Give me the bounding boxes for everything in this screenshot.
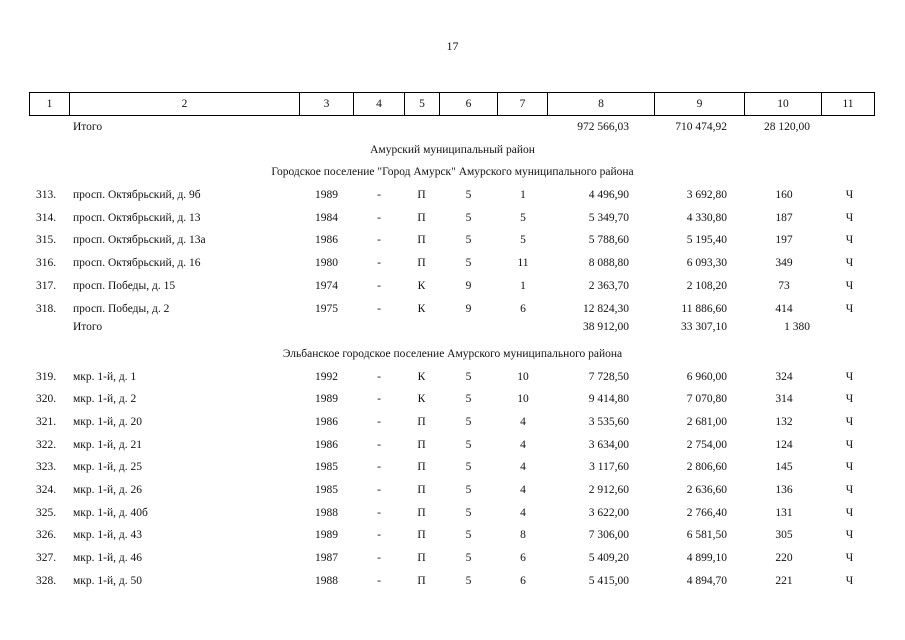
col4-value: - — [377, 552, 381, 565]
address: просп. Октябрьский, д. 9б — [73, 189, 201, 202]
col8-value: 9 414,80 — [588, 393, 629, 406]
header-cell: 4 — [354, 93, 405, 116]
row-number: 324. — [36, 484, 57, 496]
col9-value: 4 894,70 — [686, 574, 727, 587]
col10-value: 160 — [775, 189, 793, 202]
col7-value: 10 — [517, 370, 529, 383]
col10-value: 314 — [775, 393, 793, 406]
col11-value: Ч — [845, 574, 854, 587]
floors: 5 — [465, 438, 472, 451]
col4-value: - — [377, 574, 381, 587]
col8-value: 5 349,70 — [588, 211, 629, 224]
year: 1975 — [315, 302, 338, 315]
row-number: 317. — [36, 279, 57, 292]
col9-value: 2 636,60 — [686, 484, 727, 496]
year: 1989 — [315, 189, 338, 202]
col8-value: 7 728,50 — [588, 370, 629, 383]
row-number: 326. — [36, 529, 57, 542]
col4-value: - — [377, 189, 381, 202]
floors: 5 — [465, 415, 472, 428]
wall-material: П — [417, 529, 426, 542]
row-number: 319. — [36, 370, 57, 383]
total-row — [0, 321, 905, 344]
floors: 9 — [465, 302, 472, 315]
header-cell: 10 — [745, 93, 822, 116]
col9-value: 4 899,10 — [686, 552, 727, 565]
col7-value: 6 — [520, 302, 526, 315]
address: мкр. 1-й, д. 50 — [73, 574, 142, 587]
table-row — [0, 503, 905, 526]
col8-value: 4 496,90 — [588, 189, 629, 202]
col8-value: 7 306,00 — [588, 529, 629, 542]
col10-value: 197 — [775, 234, 793, 247]
wall-material: П — [417, 234, 426, 247]
table-row — [0, 299, 905, 322]
col9-value: 7 070,80 — [686, 393, 727, 406]
col8-value: 3 535,60 — [588, 415, 629, 428]
col7-value: 5 — [520, 234, 526, 247]
col9-value: 11 886,60 — [681, 302, 727, 315]
col11-value: Ч — [845, 279, 854, 292]
col8-value: 2 912,60 — [588, 484, 629, 496]
col8-value: 3 117,60 — [589, 461, 629, 474]
col9-value: 6 960,00 — [686, 370, 727, 383]
table-row — [0, 435, 905, 458]
col9-value: 5 195,40 — [686, 234, 727, 247]
floors: 5 — [465, 506, 472, 519]
table-row — [0, 367, 905, 390]
floors: 5 — [465, 189, 472, 202]
col4-value: - — [377, 279, 381, 292]
header-cell: 2 — [70, 93, 300, 116]
col4-value: - — [377, 484, 381, 496]
col4-value: - — [377, 393, 381, 406]
address: мкр. 1-й, д. 26 — [73, 484, 142, 496]
col8-value: 12 824,30 — [583, 302, 629, 315]
table-row — [0, 253, 905, 276]
col11-value: Ч — [845, 302, 854, 315]
col10-value: 132 — [775, 415, 793, 428]
year: 1985 — [315, 484, 338, 496]
row-number: 323. — [36, 461, 57, 474]
col10-value: 305 — [775, 529, 793, 542]
col10-value: 414 — [775, 302, 793, 315]
address: мкр. 1-й, д. 40б — [73, 506, 148, 519]
col7-value: 6 — [520, 552, 526, 565]
wall-material: К — [417, 393, 426, 406]
header-cell: 8 — [548, 93, 655, 116]
table-body — [0, 117, 905, 593]
year: 1989 — [315, 529, 338, 542]
row-number: 322. — [36, 438, 57, 451]
row-number: 320. — [36, 393, 57, 406]
col8-value: 5 409,20 — [588, 552, 629, 565]
col8-value: 3 634,00 — [588, 438, 629, 451]
col7-value: 10 — [517, 393, 529, 406]
col9-value: 4 330,80 — [686, 211, 727, 224]
address: мкр. 1-й, д. 2 — [73, 393, 137, 406]
wall-material: П — [417, 415, 426, 428]
col10-value: 145 — [775, 461, 793, 474]
year: 1974 — [315, 279, 338, 292]
year: 1989 — [315, 393, 338, 406]
row-number: 318. — [36, 302, 57, 315]
col7-value: 1 — [520, 279, 526, 292]
col11-value: Ч — [845, 484, 854, 496]
row-number: 315. — [36, 234, 57, 247]
col9-value: 2 681,00 — [686, 415, 727, 428]
floors: 5 — [465, 257, 472, 270]
col7-value: 8 — [520, 529, 526, 542]
year: 1984 — [315, 211, 338, 224]
floors: 9 — [465, 279, 472, 292]
col4-value: - — [377, 529, 381, 542]
settlement-title: Городское поселение "Город Амурск" Амурского муниципального района — [271, 166, 634, 179]
district-heading — [0, 140, 905, 163]
header-cell: 1 — [30, 93, 70, 116]
settlement-heading — [0, 162, 905, 185]
year: 1992 — [315, 370, 338, 383]
table-row — [0, 276, 905, 299]
col10-value: 349 — [775, 257, 793, 270]
row-number: 327. — [36, 552, 57, 565]
col11-value: Ч — [845, 257, 854, 270]
col9-value: 2 806,60 — [686, 461, 727, 474]
col7-value: 4 — [520, 484, 526, 496]
header-cell: 3 — [300, 93, 354, 116]
header-cell: 5 — [405, 93, 440, 116]
col11-value: Ч — [845, 415, 854, 428]
row-number: 313. — [36, 189, 57, 202]
col11-value: Ч — [845, 552, 854, 565]
total-col8: 38 912,00 — [583, 321, 629, 334]
address: просп. Октябрьский, д. 13а — [73, 234, 206, 247]
col4-value: - — [377, 257, 381, 270]
floors: 5 — [465, 211, 472, 224]
col9-value: 6 581,50 — [686, 529, 727, 542]
address: просп. Победы, д. 15 — [73, 279, 176, 292]
address: мкр. 1-й, д. 46 — [73, 552, 142, 565]
col7-value: 4 — [520, 415, 526, 428]
col11-value: Ч — [845, 393, 854, 406]
wall-material: К — [417, 370, 426, 383]
table-row — [0, 548, 905, 571]
col11-value: Ч — [845, 370, 854, 383]
col4-value: - — [377, 461, 381, 474]
col4-value: - — [377, 234, 381, 247]
wall-material: П — [417, 257, 426, 270]
year: 1986 — [315, 234, 338, 247]
col4-value: - — [377, 211, 381, 224]
col11-value: Ч — [845, 234, 854, 247]
floors: 5 — [465, 529, 472, 542]
total-col9: 33 307,10 — [681, 321, 727, 334]
floors: 5 — [465, 234, 472, 247]
col10-value: 220 — [775, 552, 793, 565]
col11-value: Ч — [845, 461, 854, 474]
col7-value: 4 — [520, 506, 526, 519]
col9-value: 2 754,00 — [686, 438, 727, 451]
table-row — [0, 230, 905, 253]
row-number: 328. — [36, 574, 57, 587]
page-number: 17 — [446, 39, 459, 53]
col11-value: Ч — [845, 529, 854, 542]
wall-material: П — [417, 438, 426, 451]
floors: 5 — [465, 461, 472, 474]
row-number: 314. — [36, 211, 57, 224]
settlement-heading — [0, 344, 905, 367]
floors: 5 — [465, 552, 472, 565]
row-number: 325. — [36, 506, 57, 519]
col7-value: 4 — [520, 438, 526, 451]
address: мкр. 1-й, д. 1 — [73, 370, 137, 383]
settlement-title: Эльбанское городское поселение Амурского муниципального района — [282, 347, 623, 360]
table-row — [0, 525, 905, 548]
year: 1986 — [315, 438, 338, 451]
total-row — [0, 117, 905, 140]
table-row — [0, 389, 905, 412]
year: 1987 — [315, 552, 338, 565]
col4-value: - — [377, 370, 381, 383]
table-row — [0, 480, 905, 503]
col7-value: 1 — [520, 189, 526, 202]
address: просп. Победы, д. 2 — [73, 302, 170, 315]
address: мкр. 1-й, д. 21 — [73, 438, 142, 451]
total-col9: 710 474,92 — [675, 121, 727, 133]
wall-material: П — [417, 189, 426, 202]
floors: 5 — [465, 574, 472, 587]
address: просп. Октябрьский, д. 13 — [73, 211, 201, 224]
col10-value: 136 — [775, 484, 793, 496]
table-row — [0, 571, 905, 594]
address: просп. Октябрьский, д. 16 — [73, 257, 201, 270]
year: 1988 — [315, 574, 338, 587]
floors: 5 — [465, 393, 472, 406]
row-number: 321. — [36, 415, 57, 428]
col4-value: - — [377, 438, 381, 451]
col4-value: - — [377, 302, 381, 315]
wall-material: П — [417, 552, 426, 565]
table-row — [0, 457, 905, 480]
table-row — [0, 412, 905, 435]
col7-value: 6 — [520, 574, 526, 587]
col8-value: 5 415,00 — [588, 574, 629, 587]
district-title: Амурский муниципальный район — [370, 143, 535, 156]
wall-material: П — [417, 506, 426, 519]
table-row — [0, 208, 905, 231]
col7-value: 5 — [520, 211, 526, 224]
floors: 5 — [465, 370, 472, 383]
col11-value: Ч — [845, 506, 854, 519]
col10-value: 221 — [775, 574, 793, 587]
col10-value: 124 — [775, 438, 793, 451]
wall-material: П — [417, 211, 426, 224]
total-col8: 972 566,03 — [577, 121, 629, 133]
col4-value: - — [377, 506, 381, 519]
wall-material: К — [417, 302, 426, 315]
col8-value: 2 363,70 — [588, 279, 629, 292]
table-row — [0, 185, 905, 208]
col10-value: 73 — [778, 279, 790, 292]
year: 1986 — [315, 415, 338, 428]
wall-material: П — [417, 484, 426, 496]
wall-material: К — [417, 279, 426, 292]
row-number: 316. — [36, 257, 57, 270]
total-label: Итого — [73, 321, 103, 334]
year: 1980 — [315, 257, 338, 270]
col11-value: Ч — [845, 211, 854, 224]
col9-value: 2 108,20 — [686, 279, 727, 292]
table-header — [29, 92, 875, 116]
col9-value: 2 766,40 — [686, 506, 727, 519]
address: мкр. 1-й, д. 43 — [73, 529, 142, 542]
col9-value: 3 692,80 — [686, 189, 727, 202]
floors: 5 — [465, 484, 472, 496]
col10-value: 131 — [775, 506, 793, 519]
col7-value: 4 — [520, 461, 526, 474]
wall-material: П — [417, 461, 426, 474]
header-cell: 9 — [655, 93, 745, 116]
col8-value: 3 622,00 — [588, 506, 629, 519]
year: 1985 — [315, 461, 338, 474]
year: 1988 — [315, 506, 338, 519]
header-cell: 7 — [498, 93, 548, 116]
wall-material: П — [417, 574, 426, 587]
header-cell: 6 — [440, 93, 498, 116]
address: мкр. 1-й, д. 20 — [73, 415, 142, 428]
col8-value: 5 788,60 — [588, 234, 629, 247]
total-col10: 28 120,00 — [764, 121, 810, 133]
header-cell: 11 — [822, 93, 875, 116]
total-label: Итого — [73, 121, 103, 133]
col9-value: 6 093,30 — [686, 257, 727, 270]
col10-value: 187 — [775, 211, 793, 224]
col11-value: Ч — [845, 189, 854, 202]
address: мкр. 1-й, д. 25 — [73, 461, 142, 474]
col7-value: 11 — [517, 257, 529, 270]
col4-value: - — [377, 415, 381, 428]
col10-value: 324 — [775, 370, 793, 383]
col11-value: Ч — [845, 438, 854, 451]
total-col10: 1 380 — [784, 321, 810, 334]
col8-value: 8 088,80 — [588, 257, 629, 270]
